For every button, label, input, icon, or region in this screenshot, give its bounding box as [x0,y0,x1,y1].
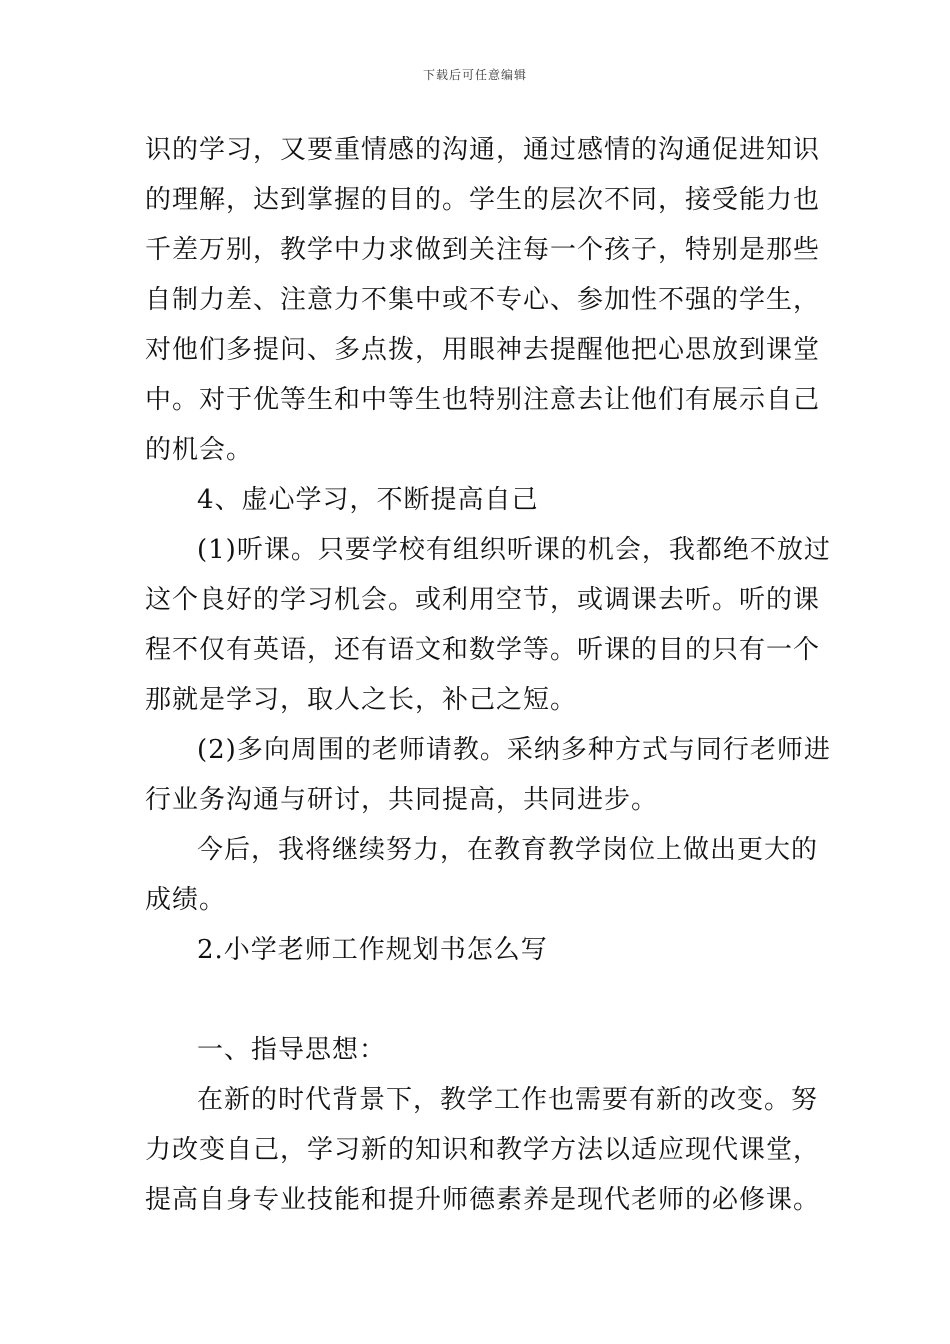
paragraph-line: 自制力差、注意力不集中或不专心、参加性不强的学生， [145,285,821,315]
paragraph-line: 千差万别，教学中力求做到关注每一个孩子，特别是那些 [145,235,821,265]
paragraph-line: 中。对于优等生和中等生也特别注意去让他们有展示自己 [145,385,821,415]
paragraph-line: 的机会。 [145,435,254,465]
paragraph-line: 力改变自己，学习新的知识和教学方法以适应现代课堂， [145,1135,821,1165]
paragraph-line: 成绩。 [145,885,227,915]
section-title: 2.小学老师工作规划书怎么写 [197,935,548,965]
paragraph-line: 那就是学习，取人之长，补己之短。 [145,685,578,715]
blank-gap [145,975,807,1025]
paragraph-line: 今后，我将继续努力，在教育教学岗位上做出更大的 [197,835,819,865]
paragraph-line: 对他们多提问、多点拨，用眼神去提醒他把心思放到课堂 [145,335,821,365]
paragraph-line: 在新的时代背景下，教学工作也需要有新的改变。努 [197,1085,819,1115]
page-header: 下载后可任意编辑 [422,68,527,82]
paragraph-line: 行业务沟通与研讨，共同提高，共同进步。 [145,785,659,815]
paragraph-line: 识的学习，又要重情感的沟通，通过感情的沟通促进知识 [145,135,821,165]
section-heading: 一、指导思想： [197,1035,387,1065]
paragraph-line: 这个良好的学习机会。或利用空节，或调课去听。听的课 [145,585,821,615]
section-heading: 4、虚心学习，不断提高自己 [197,485,539,515]
paragraph-line: (2)多向周围的老师请教。采纳多种方式与同行老师进 [197,735,831,765]
paragraph-line: 的理解，达到掌握的目的。学生的层次不同，接受能力也 [145,185,821,215]
document-body [145,125,831,1225]
paragraph-line: 提高自身专业技能和提升师德素养是现代老师的必修课。 [145,1185,821,1215]
paragraph-line: 程不仅有英语，还有语文和数学等。听课的目的只有一个 [145,635,821,665]
paragraph-line: (1)听课。只要学校有组织听课的机会，我都绝不放过 [197,535,831,565]
